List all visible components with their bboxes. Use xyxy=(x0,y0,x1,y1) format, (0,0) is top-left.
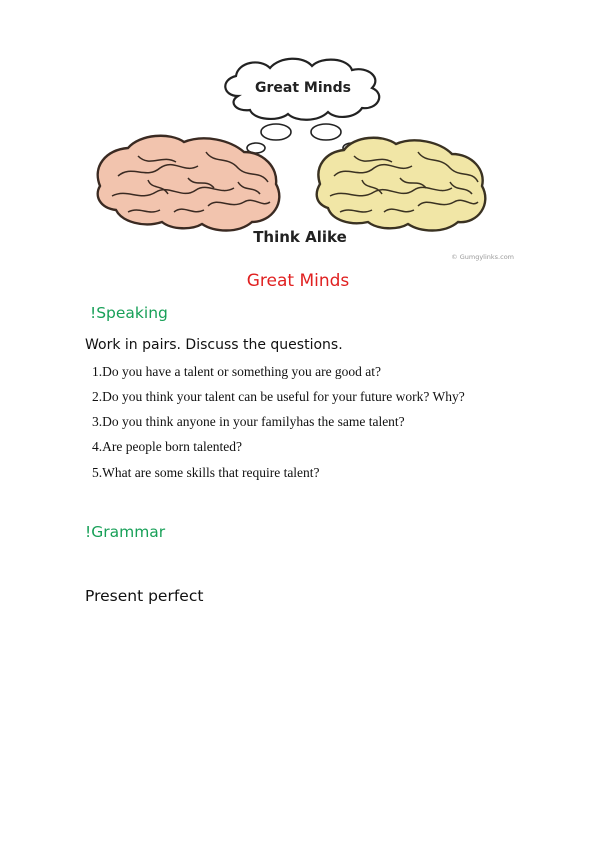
question-item: 4.Are people born talented? xyxy=(92,439,242,454)
question-item: 5.What are some skills that require talent? xyxy=(92,465,320,480)
question-item: 2.Do you think your talent can be useful for your future work? Why? xyxy=(92,389,465,404)
speaking-instruction: Work in pairs. Discuss the questions. xyxy=(85,337,343,353)
right-brain xyxy=(317,138,486,231)
thought-cloud xyxy=(225,59,379,120)
grammar-topic: Present perfect xyxy=(85,587,204,605)
question-item: 3.Do you think anyone in your familyhas the same talent? xyxy=(92,414,405,429)
watermark-text: © Gumgylinks.com xyxy=(451,253,514,261)
speaking-heading: !Speaking xyxy=(90,304,168,322)
question-item: 1.Do you have a talent or something you are good at? xyxy=(92,364,382,379)
cloud-text: Great Minds xyxy=(255,80,351,96)
page-title: Great Minds xyxy=(246,271,350,291)
grammar-heading: !Grammar xyxy=(85,523,166,541)
great-minds-illustration xyxy=(88,56,518,266)
caption-text: Think Alike xyxy=(253,228,347,246)
